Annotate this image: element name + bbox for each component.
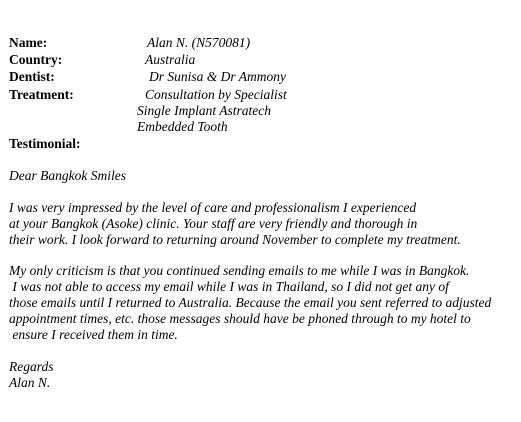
paragraph1-line-3: their work. I look forward to returning around November to complete my treatment. [9,232,461,247]
testimonial-heading: Testimonial: [9,136,81,151]
dentist-label: Dentist: [9,69,55,84]
treatment-value-1: Consultation by Specialist [145,87,287,102]
treatment-value-3: Embedded Tooth [137,119,228,134]
name-label: Name: [9,35,48,50]
treatment-label: Treatment: [9,87,74,102]
country-label: Country: [9,52,63,67]
treatment-value-2: Single Implant Astratech [137,103,271,118]
paragraph2-line-1: My only criticism is that you continued sending emails to me while I was in Bangkok. [9,263,470,278]
name-value: Alan N. (N570081) [147,35,251,50]
paragraph1-line-2: at your Bangkok (Asoke) clinic. Your staff are very friendly and thorough in [9,216,418,231]
dentist-value: Dr Sunisa & Dr Ammony [149,69,287,84]
paragraph1-line-1: I was very impressed by the level of care and professionalism I experienced [9,200,417,215]
paragraph2-line-5: ensure I received them in time. [9,327,178,342]
paragraph2-line-3: those emails until I returned to Australia. Because the email you sent referred to adjusted [9,295,492,310]
paragraph2-line-4: appointment times, etc. those messages should have be phoned through to my hotel to [9,311,471,326]
paragraph2-line-2: I was not able to access my email while I was in Thailand, so I did not get any of [9,279,449,294]
closing: Regards [9,359,54,374]
country-value: Australia [145,52,196,67]
salutation: Dear Bangkok Smiles [9,168,126,183]
signature: Alan N. [9,375,51,390]
